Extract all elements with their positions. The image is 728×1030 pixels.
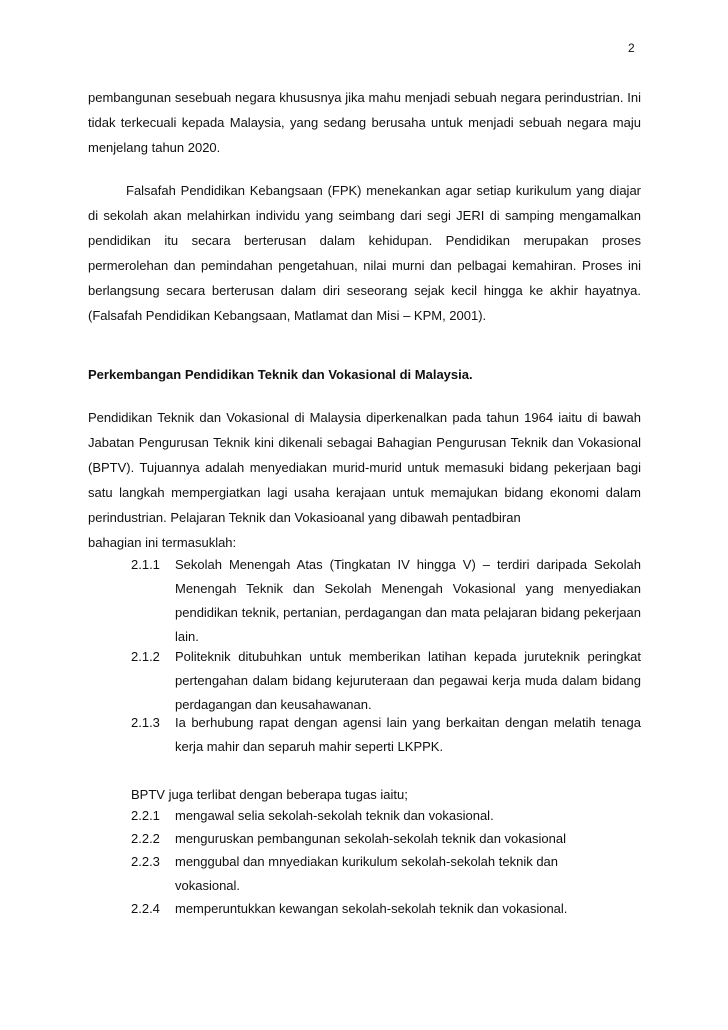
list-item	[131, 553, 641, 649]
list-item-number: 2.2.3	[131, 854, 160, 869]
list-item-number: 2.1.3	[131, 715, 160, 730]
paragraph-fpk: Falsafah Pendidikan Kebangsaan (FPK) menekankan agar setiap kurikulum yang diajar di sekolah akan melahirkan individu yang seimbang dari segi JERI di samping mengamalkan pendidikan itu secara berterusan dalam kehidupan. Pendidikan merupakan proses permerolehan dan pemindahan pengetahuan, nilai murni dan pelbagai kemahiran. Proses ini berlangsung secara berterusan dalam diri seseorang sejak kecil hingga ke akhir hayatnya. (Falsafah Pendidikan Kebangsaan, Matlamat dan Misi – KPM, 2001).	[88, 183, 641, 323]
list-item-text: menggubal dan mnyediakan kurikulum sekolah-sekolah teknik dan vokasional.	[175, 854, 559, 893]
list-item-number: 2.1.1	[131, 557, 160, 572]
list-item-number: 2.2.1	[131, 808, 160, 823]
list-item	[131, 711, 641, 759]
list-item-text: Politeknik ditubuhkan untuk memberikan latihan kepada juruteknik peringkat pertengahan dalam bidang kejuruteraan dan pegawai kerja muda dalam bidang perdagangan dan keusahawanan.	[175, 649, 641, 712]
list-item-number: 2.1.2	[131, 649, 160, 664]
paragraph-ptv-last: bahagian ini termasuklah:	[88, 535, 237, 550]
list-item	[131, 897, 641, 921]
paragraph-intro: pembangunan sesebuah negara khususnya jika mahu menjadi sebuah negara perindustrian. Ini tidak terkecuali kepada Malaysia, yang sedang berusaha untuk menjadi sebuah negara maju menjelang tahun 2020.	[88, 90, 641, 155]
bptv-intro: BPTV juga terlibat dengan beberapa tugas iaitu;	[131, 787, 408, 802]
list-item-number: 2.2.2	[131, 831, 160, 846]
list-item-text: mengawal selia sekolah-sekolah teknik dan vokasional.	[175, 808, 494, 823]
page-number: 2	[628, 41, 635, 55]
list-item	[131, 827, 641, 851]
list-item-text: Ia berhubung rapat dengan agensi lain yang berkaitan dengan melatih tenaga kerja mahir dan separuh mahir seperti LKPPK.	[175, 715, 641, 754]
list-item	[131, 804, 641, 828]
paragraph-ptv: Pendidikan Teknik dan Vokasional di Malaysia diperkenalkan pada tahun 1964 iaitu di bawah Jabatan Pengurusan Teknik kini dikenali sebagai Bahagian Pengurusan Teknik dan Vokasional (BPTV). Tujuannya adalah menyediakan murid-murid untuk memasuki bidang pekerjaan bagi satu langkah mempergiatkan lagi usaha kerajaan untuk memajukan bidang ekonomi dalam perindustrian. Pelajaran Teknik dan Vokasioanal yang dibawah pentadbiran	[88, 410, 641, 525]
list-item-number: 2.2.4	[131, 901, 160, 916]
section-heading: Perkembangan Pendidikan Teknik dan Vokasional di Malaysia.	[88, 367, 473, 382]
list-item-text: menguruskan pembangunan sekolah-sekolah teknik dan vokasional	[175, 831, 566, 846]
list-item	[131, 645, 641, 717]
list-item-text: memperuntukkan kewangan sekolah-sekolah teknik dan vokasional.	[175, 901, 568, 916]
list-item-text: Sekolah Menengah Atas (Tingkatan IV hingga V) – terdiri daripada Sekolah Menengah Teknik dan Sekolah Menengah Vokasional yang menyediakan pendidikan teknik, pertanian, perdagangan dan mata pelajaran bidang pekerjaan lain.	[175, 557, 641, 644]
list-item	[131, 850, 641, 898]
